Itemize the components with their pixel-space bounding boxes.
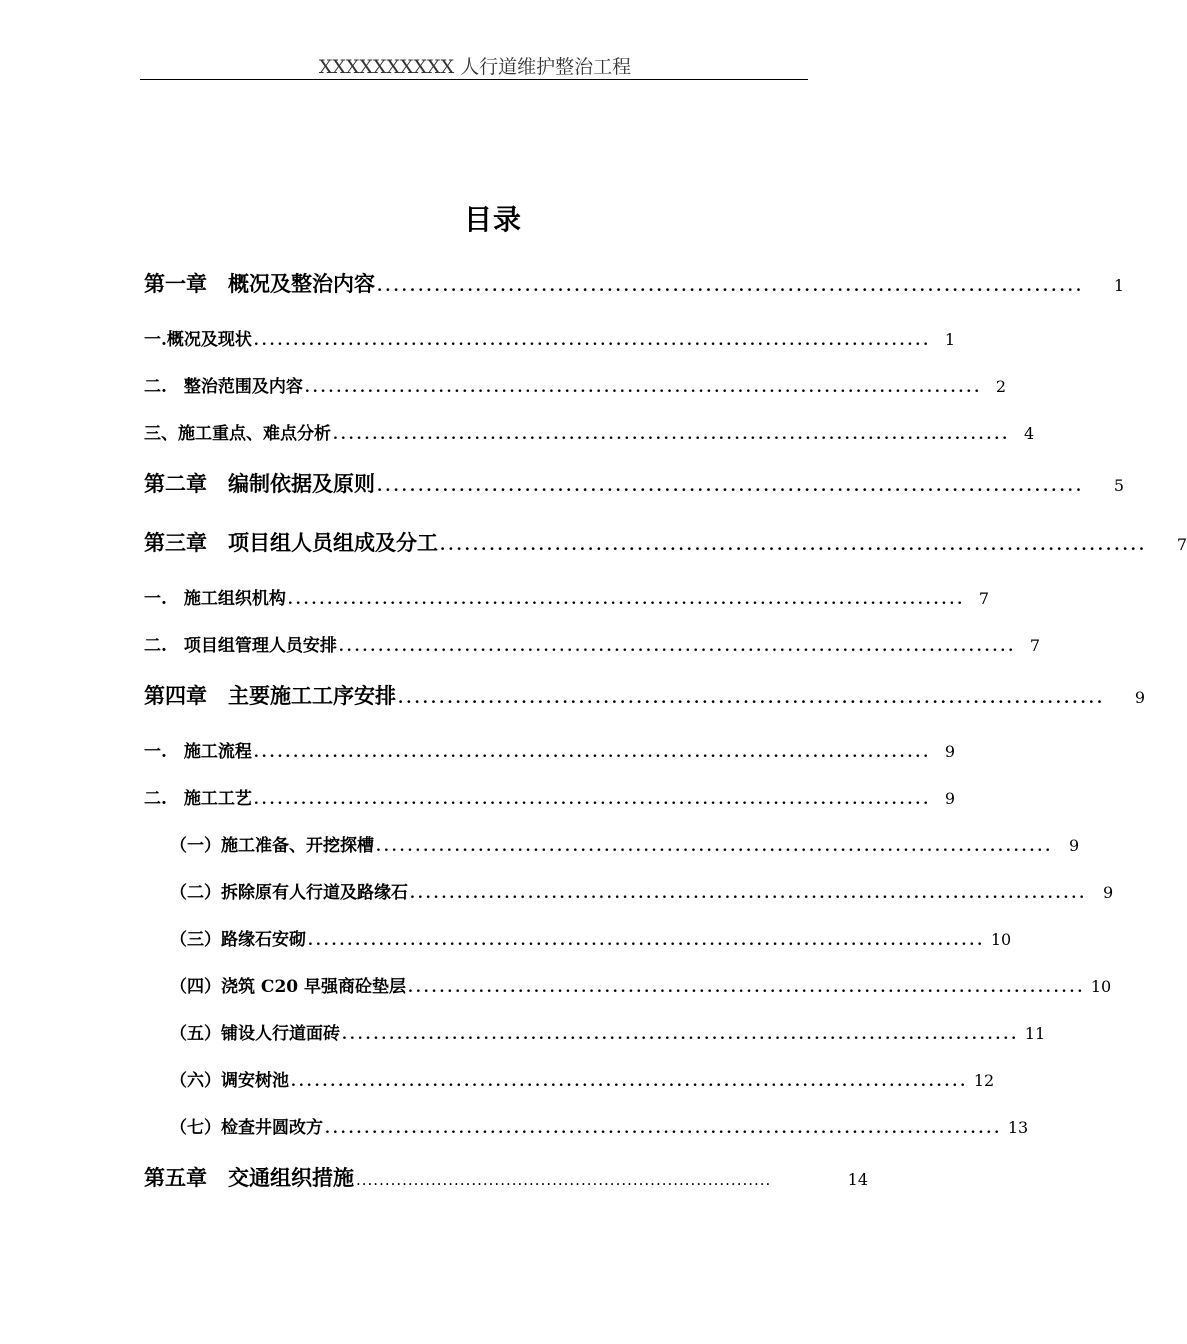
toc-entry-chapter-3[interactable] [144, 527, 1187, 557]
toc-entry-section[interactable] [144, 584, 990, 609]
toc-entry-section[interactable] [144, 372, 1007, 397]
toc-page-number: 9 [944, 742, 956, 761]
running-header: XXXXXXXXXX 人行道维护整治工程 [318, 56, 632, 78]
toc-entry-text: 二. 施工工艺 [144, 789, 252, 809]
toc-page-number: 2 [995, 377, 1007, 396]
toc-entry-text: （三）路缘石安砌 [170, 930, 306, 950]
toc-entry-section[interactable] [144, 325, 956, 350]
toc-dot-leader: ........................................................................ [356, 1171, 772, 1189]
toc-page-number: 10 [1090, 977, 1112, 996]
toc-page-number: 5 [1113, 476, 1125, 495]
toc-dot-leader: ...................................................................................... [325, 1121, 1003, 1137]
toc-page-number: 1 [944, 330, 956, 349]
toc-dot-leader: ...................................................................................... [377, 477, 1085, 495]
toc-page-number: 1 [1113, 276, 1125, 295]
toc-entry-text: （七）检查井圆改方 [170, 1118, 323, 1138]
toc-dot-leader: ...................................................................................... [440, 536, 1148, 554]
toc-dot-leader: ...................................................................................... [304, 380, 983, 396]
toc-page-number: 12 [973, 1071, 995, 1090]
toc-dot-leader: ...................................................................................... [408, 980, 1086, 996]
toc-page-number: 14 [847, 1170, 868, 1189]
toc-page-number: 9 [1134, 688, 1146, 707]
toc-page-number: 7 [978, 589, 990, 608]
toc-dot-leader: ...................................................................................... [398, 689, 1106, 707]
toc-dot-leader: ...................................................................................... [308, 933, 986, 949]
toc-dot-leader: ...................................................................................... [253, 792, 932, 808]
toc-page-number: 4 [1023, 424, 1035, 443]
toc-dot-leader: ...................................................................................... [253, 333, 932, 349]
toc-page-number: 11 [1024, 1024, 1046, 1043]
toc-dot-leader: ...................................................................................... [291, 1074, 969, 1090]
toc-entry-subsection[interactable] [170, 925, 1012, 950]
toc-entry-text: （六）调安树池 [170, 1071, 289, 1091]
toc-entry-subsection[interactable] [170, 1113, 1029, 1138]
toc-dot-leader: ...................................................................................... [338, 639, 1017, 655]
toc-dot-leader: ...................................................................................... [410, 886, 1088, 902]
toc-entry-text: （一）施工准备、开挖探槽 [170, 836, 374, 856]
toc-dot-leader: ...................................................................................... [376, 839, 1054, 855]
toc-entry-subsection[interactable] [170, 878, 1114, 903]
toc-entry-subsection[interactable] [170, 831, 1080, 856]
toc-entry-section[interactable] [144, 784, 956, 809]
toc-page-number: 7 [1029, 636, 1041, 655]
toc-entry-chapter-1[interactable] [144, 268, 1125, 298]
toc-entry-section[interactable] [144, 419, 1035, 444]
toc-entry-text: （四）浇筑 C20 早强商砼垫层 [170, 977, 407, 997]
toc-entry-text: 一.概况及现状 [144, 330, 252, 350]
toc-dot-leader: ...................................................................................... [377, 277, 1085, 295]
toc-entry-text: （二）拆除原有人行道及路缘石 [170, 883, 408, 903]
toc-entry-chapter-2[interactable] [144, 468, 1125, 498]
toc-dot-leader: ...................................................................................... [342, 1027, 1020, 1043]
toc-entry-text: 第五章 交通组织措施 [144, 1165, 354, 1190]
toc-page-number: 13 [1007, 1118, 1029, 1137]
header-rule [140, 79, 808, 80]
toc-entry-subsection[interactable] [170, 1066, 995, 1091]
toc-dot-leader: ...................................................................................... [333, 427, 1011, 443]
toc-entry-text: 第四章 主要施工工序安排 [144, 683, 396, 708]
toc-entry-text: 第三章 项目组人员组成及分工 [144, 530, 438, 555]
toc-entry-section[interactable] [144, 631, 1041, 656]
toc-entry-text: 三、施工重点、难点分析 [144, 424, 331, 444]
toc-page-number: 9 [1068, 836, 1080, 855]
toc-entry-chapter-5[interactable] [144, 1162, 868, 1192]
toc-dot-leader: ...................................................................................... [287, 592, 966, 608]
toc-title: 目录 [463, 203, 522, 236]
toc-entry-text: （五）铺设人行道面砖 [170, 1024, 340, 1044]
toc-entry-section[interactable] [144, 737, 956, 762]
toc-dot-leader: ...................................................................................... [253, 745, 932, 761]
toc-entry-text: 二. 整治范围及内容 [144, 377, 303, 397]
toc-entry-text: 二. 项目组管理人员安排 [144, 636, 337, 656]
toc-entry-text: 第一章 概况及整治内容 [144, 271, 375, 296]
toc-entry-text: 第二章 编制依据及原则 [144, 471, 375, 496]
toc-entry-text: 一. 施工流程 [144, 742, 252, 762]
toc-page-number: 9 [1102, 883, 1114, 902]
toc-entry-text: 一. 施工组织机构 [144, 589, 286, 609]
toc-page-number: 10 [990, 930, 1012, 949]
toc-entry-chapter-4[interactable] [144, 680, 1146, 710]
toc-entry-subsection[interactable] [170, 972, 1112, 997]
toc-page-number: 7 [1176, 535, 1187, 554]
toc-entry-subsection[interactable] [170, 1019, 1046, 1044]
toc-page-number: 9 [944, 789, 956, 808]
